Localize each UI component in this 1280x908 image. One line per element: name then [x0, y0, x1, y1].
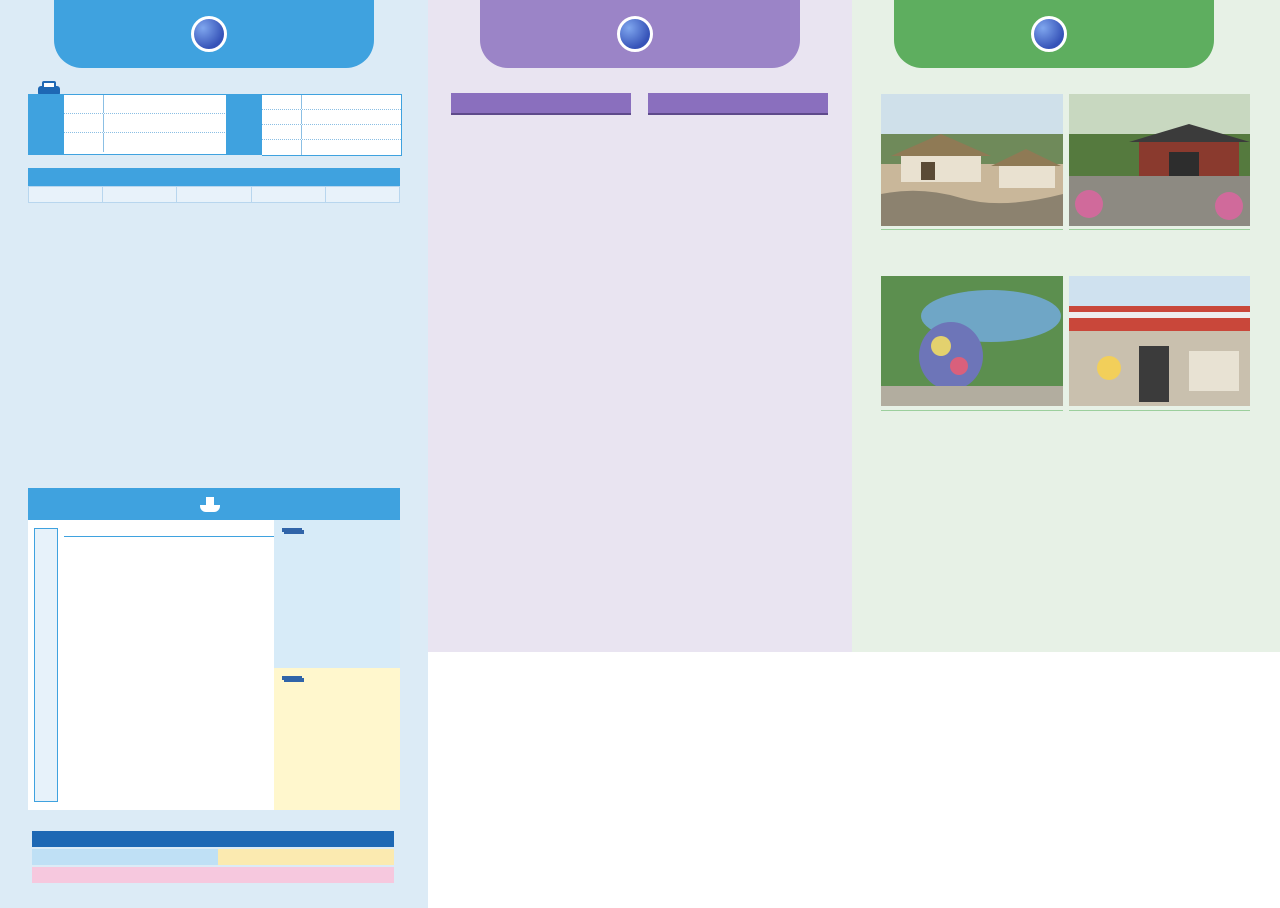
- taxi-phone[interactable]: [302, 95, 310, 109]
- taxi-phone[interactable]: [104, 95, 112, 113]
- taxi-driver-name: [262, 125, 302, 139]
- shuttle-col-header: [103, 187, 177, 203]
- buk-contact: [218, 849, 394, 865]
- ferry-header-row: [64, 522, 274, 536]
- taxi-driver-name: [262, 95, 302, 109]
- ferry-col-header: [222, 522, 275, 536]
- taxi-phone[interactable]: [104, 114, 112, 132]
- mokpo-badge: [282, 528, 302, 532]
- bigeum-taxi-box: [226, 94, 402, 156]
- ferry-title-bar: [28, 488, 400, 520]
- taxi-driver-name: [64, 133, 104, 152]
- ferry-col-header: [169, 522, 222, 536]
- shuttle-col-header: [29, 187, 103, 203]
- namgang-contact: [32, 831, 394, 847]
- taxi-driver-name: [64, 114, 104, 132]
- bigeum-taxi-list: [262, 94, 402, 156]
- taxi-row: [262, 110, 401, 125]
- taxi-row: [64, 95, 229, 114]
- shuttle-header-row: [29, 187, 400, 203]
- mokpo-buk-contact: [32, 849, 394, 865]
- port-label: [34, 528, 58, 802]
- taxi-phone[interactable]: [302, 110, 310, 124]
- ferry-schedule: [28, 520, 400, 810]
- docho-taxi-label: [28, 94, 64, 155]
- festival-contact: [32, 867, 394, 883]
- photo-temple: [1069, 94, 1250, 226]
- photo-leesedol-hall: [1069, 276, 1250, 406]
- taxi-row: [64, 133, 229, 152]
- taxi-phone[interactable]: [302, 125, 310, 139]
- taxi-row: [262, 125, 401, 140]
- taxi-phone[interactable]: [104, 133, 112, 152]
- restaurant-header: [480, 0, 800, 68]
- ferry-col-header: [64, 522, 117, 536]
- taxi-phone[interactable]: [302, 140, 310, 155]
- taxi-driver-name: [262, 110, 302, 124]
- taxi-row: [64, 114, 229, 133]
- docho-restaurant-title: [451, 93, 631, 115]
- shuttle-col-header: [177, 187, 251, 203]
- hydrangea-icon: [617, 16, 653, 52]
- docho-taxi-list: [64, 94, 230, 155]
- photo-film-set: [881, 94, 1063, 226]
- shuttle-col-header: [251, 187, 325, 203]
- bigeum-taxi-label: [226, 94, 262, 155]
- photo-hanuneom-beach: [881, 276, 1063, 406]
- attractions-header: [894, 0, 1214, 68]
- hydrangea-icon: [1031, 16, 1067, 52]
- bigeum-restaurant-title: [648, 93, 828, 115]
- shuttle-table: [28, 186, 400, 203]
- bigeum-restaurant-table: [648, 93, 828, 115]
- mokpo-contact: [32, 849, 218, 865]
- buk-badge: [282, 676, 302, 680]
- taxi-row: [262, 95, 401, 110]
- taxi-row: [262, 140, 401, 155]
- hydrangea-icon: [191, 16, 227, 52]
- attraction-title: [1069, 410, 1250, 411]
- attraction-title: [881, 229, 1063, 230]
- buk-route-box: [274, 668, 400, 810]
- docho-restaurant-table: [451, 93, 631, 115]
- attraction-title: [1069, 229, 1250, 230]
- mokpo-route-box: [274, 520, 400, 668]
- shuttle-title: [28, 168, 400, 186]
- taxi-driver-name: [64, 95, 104, 113]
- taxi-driver-name: [262, 140, 302, 155]
- ship-icon: [200, 496, 220, 512]
- attraction-title: [881, 410, 1063, 411]
- ferry-col-header: [117, 522, 170, 536]
- shuttle-col-header: [325, 187, 399, 203]
- docho-taxi-box: [28, 94, 230, 155]
- transport-header: [54, 0, 374, 68]
- ferry-table: [64, 522, 274, 537]
